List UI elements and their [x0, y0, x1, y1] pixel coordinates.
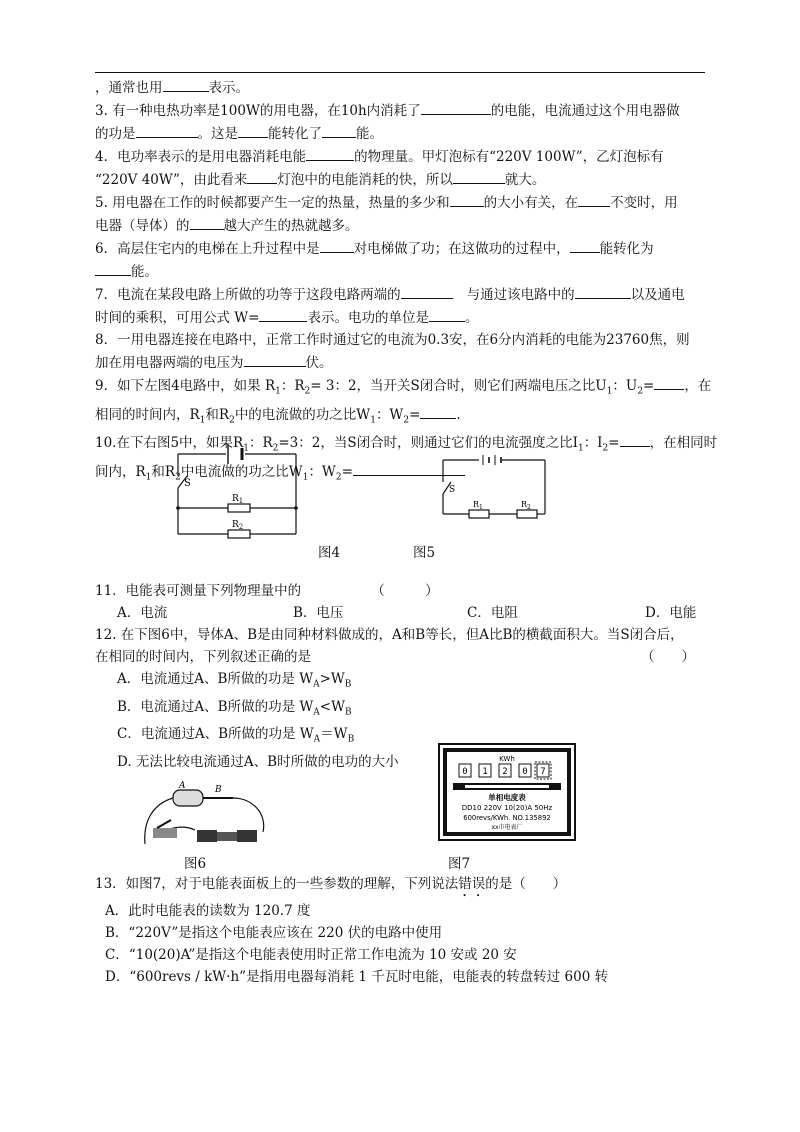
meter-maker: xx市电表厂 [491, 824, 523, 831]
q12-option-b: B．电流通过A、B所做的功是 $W_A<W_B$ [117, 698, 352, 718]
q11-stem: 11．电能表可测量下列物理量中的 （ ） [95, 583, 439, 599]
q3-line1: 3. 有一种电热功率是100W的用电器，在10h内消耗了 的电能，电流通过这个用电器做 [95, 99, 710, 122]
fig6-label-b: B [215, 785, 222, 795]
q12-option-d: D. 无法比较电流通过A、B时所做的电功的大小 [117, 754, 399, 771]
q10-line2: 间内，$R_1$和$R_2$中电流做的功之比$W_1$：$W_2=$ [95, 460, 710, 489]
q11-options [95, 602, 710, 624]
q7-line1: 7．电流在某段电路上所做的功等于这段电路两端的 与通过该电路中的 以及通电 [95, 283, 710, 306]
q10-line1: 10.在下右图5中，如果$R_1$：$R_2=3$：2，当S闭合时，则通过它们的电流强度之比$I_1$：$I_2=$ ，在相同时 [95, 431, 710, 460]
meter-digit-4: 0 [522, 767, 528, 777]
meter-digit-3: 2 [502, 767, 508, 777]
q13-option-a: A．此时电能表的读数为 120.7 度 [105, 903, 311, 919]
q11-option-c: C．电阻 [467, 605, 518, 621]
q11-option-d: D．电能 [645, 605, 697, 621]
fig5-r2-label: $R_2$ [521, 500, 531, 511]
q2-tail: ，通常也用 表示。 [95, 76, 710, 99]
meter-digit-1: 0 [462, 767, 468, 777]
q13-option-b: B．“220V”是指这个电能表应该在 220 伏的电路中使用 [105, 925, 443, 941]
figure-7-meter [437, 742, 577, 842]
fig4-switch-label: S [184, 478, 191, 489]
fig6-caption: 图6 [184, 856, 207, 872]
meter-digit-5: 7 [540, 767, 546, 777]
meter-unit: KWh [499, 755, 515, 763]
fig5-switch-label: S [449, 485, 456, 495]
q12-line1: 12. 在下图6中，导体A、B是由同种材料做成的，A和B等长，但A比B的横截面积大。当S闭合后， [95, 627, 684, 643]
questions-block-1 [95, 76, 718, 489]
meter-title: 单相电度表 [488, 793, 526, 802]
q9-line1: 9．如下左图4电路中，如果 $R_1$：$R_2= 3$：2，当开关S闭合时，则它们两端电压之比$U_1$：$U_2=$ ，在 [95, 374, 710, 403]
q4-line1: 4．电功率表示的是用电器消耗电能 的物理量。甲灯泡标有“220V 100W”，乙灯泡标有 [95, 145, 710, 168]
q11-option-b: B．电压 [293, 605, 344, 621]
q12-option-a: A．电流通过A、B所做的功是 $W_A>W_B$ [117, 671, 352, 690]
figure-5-circuit [435, 452, 555, 524]
meter-digit-2: 1 [482, 767, 488, 777]
q13-emphasis: 错误 [458, 876, 486, 892]
q8-line1: 8．一用电器连接在电路中，正常工作时通过它的电流为0.3安，在6分内消耗的电能为23760焦，则 [95, 332, 690, 348]
q11-option-a: A．电流 [117, 605, 168, 621]
q5-line2: 电器（导体）的 越大产生的热就越多。 [95, 214, 710, 237]
questions-block-2 [95, 580, 710, 773]
q12-option-c: C．电流通过A、B所做的功是 $W_A=W_B$ [117, 726, 355, 746]
fig4-r1-label: $R_1$ [232, 494, 244, 505]
fig6-label-a: A [179, 781, 186, 791]
figure-4-circuit [170, 442, 305, 542]
meter-spec: DD10 220V 10(20)A 50Hz [461, 804, 553, 812]
q4-line2: “220V 40W”，由此看来 灯泡中的电能消耗的快，所以 就大。 [95, 168, 710, 191]
q12-line2: 在相同的时间内，下列叙述正确的是 （ ） [95, 649, 695, 665]
fig4-r2-label: $R_2$ [232, 520, 244, 531]
q5-line1: 5. 用电器在工作的时候都要产生一定的热量，热量的多少和 的大小有关，在 不变时，用 [95, 191, 710, 214]
fig7-caption: 图7 [448, 856, 471, 872]
q8-line2: 加在用电器两端的电压为 伏。 [95, 351, 710, 374]
fig5-caption: 图5 [413, 545, 436, 561]
questions-block-3 [95, 873, 710, 988]
meter-revs: 600revs/KWh. NO.135892 [463, 814, 551, 822]
fig5-r1-label: $R_1$ [473, 500, 483, 511]
fig4-caption: 图4 [318, 545, 341, 561]
header-rule [95, 72, 705, 73]
figure-6-apparatus [135, 776, 275, 851]
q13-stem: 13．如图7，对于电能表面板上的一些参数的理解，下列说法错误的是（ ） [95, 876, 567, 892]
q13-option-c: C．“10(20)A”是指这个电能表使用时正常工作电流为 10 安或 20 安 [105, 947, 517, 963]
q7-line2: 时间的乘积，可用公式 W= 表示。电功的单位是 。 [95, 306, 710, 329]
q6-line1: 6．高层住宅内的电梯在上升过程中是 对电梯做了功；在这做功的过程中， 能转化为 [95, 237, 710, 260]
q3-line2: 的功是 。这是 能转化了 能。 [95, 122, 710, 145]
q9-line2: 相同的时间内，$R_1$和$R_2$中的电流做的功之比$W_1$：$W_2=$ . [95, 403, 710, 432]
q6-line2: 能。 [95, 260, 710, 283]
q13-option-d: D．“600revs / kW·h”是指用电器每消耗 1 千瓦时电能，电能表的转盘转过 600 转 [105, 969, 609, 985]
